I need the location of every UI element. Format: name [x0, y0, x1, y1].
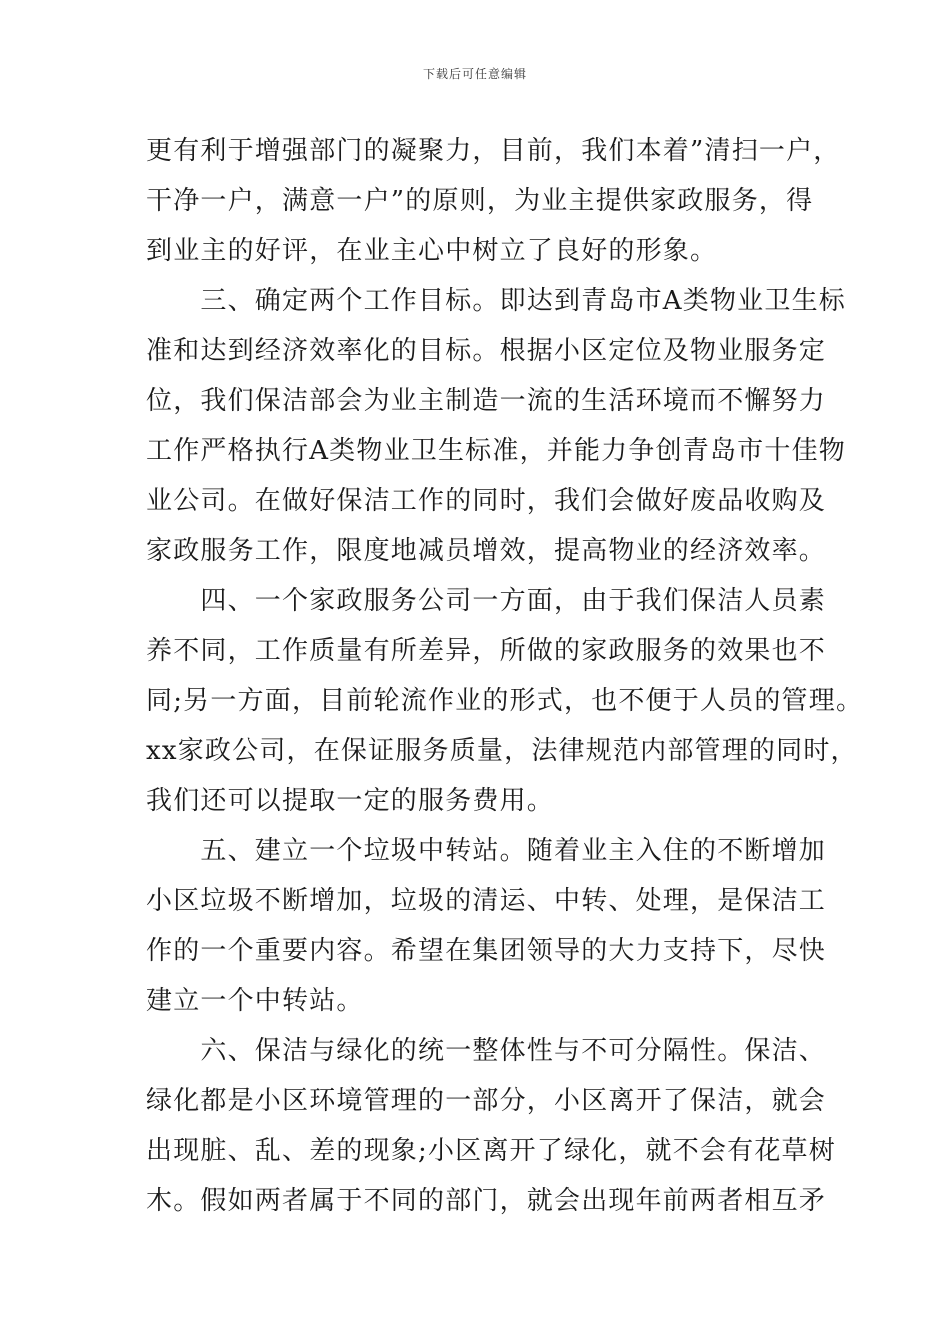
text-line: 更有利于增强部门的凝聚力，目前，我们本着”清扫一户，: [146, 136, 841, 166]
text-line: 工作严格执行A类物业卫生标准，并能力争创青岛市十佳物: [146, 436, 846, 466]
text-line: 干净一户，满意一户”的原则，为业主提供家政服务，得: [146, 186, 814, 216]
text-line: 位，我们保洁部会为业主制造一流的生活环境而不懈努力: [146, 386, 827, 416]
text-line: 作的一个重要内容。希望在集团领导的大力支持下，尽快: [146, 936, 827, 966]
page-header: 下载后可任意编辑: [422, 67, 527, 81]
text-line: 四、一个家政服务公司一方面，由于我们保洁人员素: [146, 586, 827, 616]
text-line: 建立一个中转站。: [146, 986, 364, 1016]
text-line: 三、确定两个工作目标。即达到青岛市A类物业卫生标: [146, 286, 846, 316]
text-line: 六、保洁与绿化的统一整体性与不可分隔性。保洁、: [146, 1036, 827, 1066]
text-line: 到业主的好评，在业主心中树立了良好的形象。: [146, 236, 718, 266]
text-line: 我们还可以提取一定的服务费用。: [146, 786, 555, 816]
text-line: 家政服务工作，限度地减员增效，提高物业的经济效率。: [146, 536, 827, 566]
text-line: 同;另一方面，目前轮流作业的形式，也不便于人员的管理。: [146, 686, 864, 716]
text-line: 五、建立一个垃圾中转站。随着业主入住的不断增加: [146, 836, 827, 866]
text-line: 出现脏、乱、差的现象;小区离开了绿化，就不会有花草树: [146, 1136, 836, 1166]
text-line: 小区垃圾不断增加，垃圾的清运、中转、处理，是保洁工: [146, 886, 827, 916]
text-line: 绿化都是小区环境管理的一部分，小区离开了保洁，就会: [146, 1086, 827, 1116]
text-line: xx家政公司，在保证服务质量，法律规范内部管理的同时，: [146, 736, 858, 766]
text-line: 养不同，工作质量有所差异，所做的家政服务的效果也不: [146, 636, 827, 666]
text-line: 业公司。在做好保洁工作的同时，我们会做好废品收购及: [146, 486, 827, 516]
text-line: 木。假如两者属于不同的部门，就会出现年前两者相互矛: [146, 1186, 827, 1216]
document-body: [146, 126, 864, 1226]
text-line: 准和达到经济效率化的目标。根据小区定位及物业服务定: [146, 336, 827, 366]
